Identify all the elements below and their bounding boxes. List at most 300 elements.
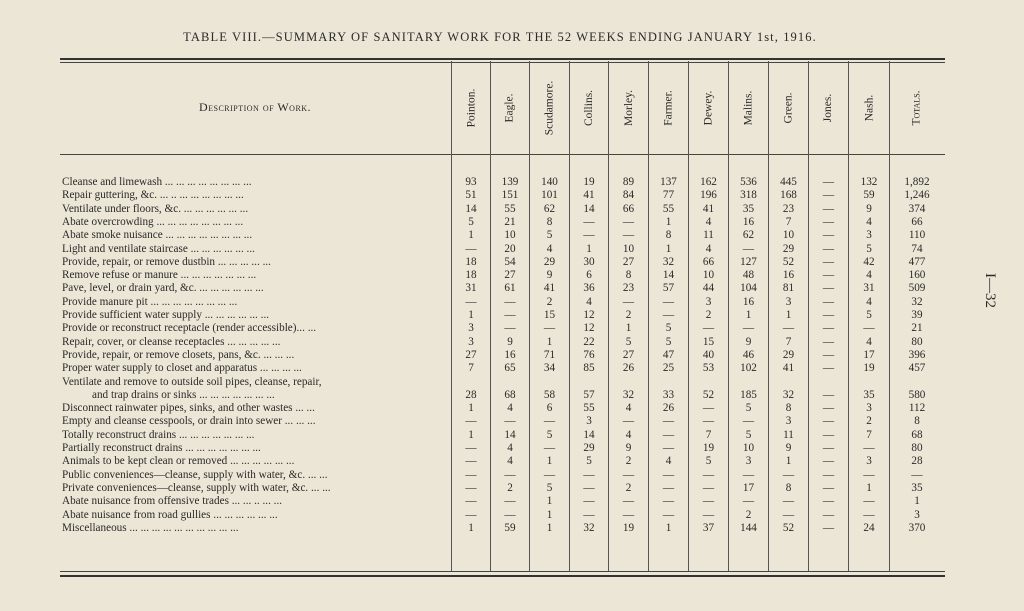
table-cell: 24 xyxy=(863,522,875,534)
table-cell: — xyxy=(662,296,675,308)
table-cell: 27 xyxy=(504,269,516,281)
table-title: TABLE VIII.—SUMMARY OF SANITARY WORK FOR THE 52 WEEKS ENDING JANUARY 1st, 1916. xyxy=(183,30,817,44)
table-cell: — xyxy=(822,415,835,427)
table-row xyxy=(62,402,942,415)
row-description: Remove refuse or manure ... ... ... ... ... ... ... xyxy=(62,269,257,281)
table-cell: 55 xyxy=(583,402,595,414)
table-cell: 374 xyxy=(908,203,926,215)
table-cell: 5 xyxy=(866,309,872,321)
table-cell: — xyxy=(822,176,835,188)
column-header xyxy=(769,64,808,152)
table-cell: 81 xyxy=(782,282,795,294)
table-cell: 18 xyxy=(465,256,477,268)
table-cell: 59 xyxy=(504,522,516,534)
table-cell: — xyxy=(822,522,835,534)
top-rule xyxy=(60,58,945,63)
table-cell: — xyxy=(465,442,477,454)
table-cell: 66 xyxy=(702,256,715,268)
table-cell: 53 xyxy=(702,362,715,374)
table-cell: 1 xyxy=(625,322,632,334)
column-header xyxy=(570,64,608,152)
table-cell: — xyxy=(504,296,516,308)
table-cell: 26 xyxy=(662,402,675,414)
table-cell: — xyxy=(465,495,477,507)
table-cell: 4 xyxy=(507,442,513,454)
table-cell: 102 xyxy=(740,362,757,374)
table-cell: — xyxy=(583,509,595,521)
table-cell: 7 xyxy=(866,429,872,441)
table-cell: 66 xyxy=(911,216,923,228)
table-cell: 2 xyxy=(866,415,872,427)
table-cell: 1 xyxy=(546,509,553,521)
row-description: Provide, repair, or remove dustbin ... ... ... ... ... xyxy=(62,256,271,268)
table-cell: — xyxy=(622,296,635,308)
table-cell: 32 xyxy=(911,296,923,308)
table-cell: 3 xyxy=(785,415,792,427)
table-cell: 6 xyxy=(586,269,592,281)
table-cell: 2 xyxy=(745,509,752,521)
table-cell: 16 xyxy=(504,349,516,361)
table-cell: 19 xyxy=(863,362,875,374)
row-description: Ventilate under floors, &c. ... ... ... ... ... ... xyxy=(62,203,249,215)
table-cell: 2 xyxy=(625,455,632,467)
table-cell: — xyxy=(702,469,715,481)
table-cell: 32 xyxy=(782,389,795,401)
table-cell: 127 xyxy=(740,256,757,268)
column-header xyxy=(491,64,529,152)
table-cell: — xyxy=(742,469,755,481)
table-cell: 9 xyxy=(866,203,872,215)
table-cell: 101 xyxy=(541,189,558,201)
row-description: Provide, repair, or remove closets, pans, &c. ... ... ... xyxy=(62,349,295,361)
table-cell: — xyxy=(742,415,755,427)
table-cell: — xyxy=(504,469,516,481)
table-cell: 22 xyxy=(583,336,595,348)
table-cell: 7 xyxy=(785,336,792,348)
column-header xyxy=(649,64,688,152)
table-cell: 1,892 xyxy=(904,176,930,188)
column-header xyxy=(609,64,648,152)
table-cell: 31 xyxy=(465,282,477,294)
table-cell: 10 xyxy=(504,229,516,241)
table-cell: 3 xyxy=(866,455,872,467)
column-header xyxy=(849,64,889,152)
table-cell: 16 xyxy=(782,269,795,281)
table-cell: 31 xyxy=(863,282,875,294)
table-cell: 80 xyxy=(911,442,923,454)
table-cell: — xyxy=(662,469,675,481)
table-cell: 2 xyxy=(546,296,553,308)
table-cell: 19 xyxy=(583,176,595,188)
table-cell: 20 xyxy=(504,243,516,255)
table-cell: 41 xyxy=(782,362,795,374)
table-row xyxy=(62,415,942,428)
table-row xyxy=(62,429,942,442)
table-row xyxy=(62,216,942,229)
table-row xyxy=(62,309,942,322)
table-cell: 132 xyxy=(860,176,878,188)
table-cell: — xyxy=(822,362,835,374)
table-cell: 12 xyxy=(583,309,595,321)
table-cell: 12 xyxy=(583,322,595,334)
table-cell: 71 xyxy=(543,349,556,361)
table-row xyxy=(62,176,942,189)
table-cell: — xyxy=(583,469,595,481)
table-cell: 2 xyxy=(625,309,632,321)
table-cell: 89 xyxy=(622,176,635,188)
table-cell: 30 xyxy=(583,256,595,268)
table-cell: — xyxy=(465,482,477,494)
table-cell: — xyxy=(822,389,835,401)
table-cell: 1 xyxy=(745,309,752,321)
row-description: Public conveniences—cleanse, supply with water, &c. ... ... xyxy=(62,469,328,481)
table-cell: 8 xyxy=(546,216,553,228)
table-cell: 445 xyxy=(780,176,797,188)
table-cell: 27 xyxy=(622,256,635,268)
table-cell: 318 xyxy=(740,189,757,201)
table-cell: 104 xyxy=(740,282,757,294)
table-cell: 9 xyxy=(546,269,553,281)
table-cell: 2 xyxy=(625,482,632,494)
table-cell: 84 xyxy=(622,189,635,201)
table-cell: — xyxy=(583,495,595,507)
table-cell: 57 xyxy=(662,282,675,294)
table-cell: 4 xyxy=(586,296,592,308)
table-cell: — xyxy=(822,429,835,441)
table-cell: 15 xyxy=(543,309,556,321)
table-cell: 42 xyxy=(863,256,875,268)
table-cell: — xyxy=(822,282,835,294)
table-cell: — xyxy=(702,322,715,334)
row-description: Abate smoke nuisance ... ... ... ... ... ... ... ... xyxy=(62,229,253,241)
table-cell: 14 xyxy=(465,203,477,215)
table-cell: — xyxy=(863,495,875,507)
table-cell: — xyxy=(822,336,835,348)
table-cell: 6 xyxy=(546,402,553,414)
table-cell: 5 xyxy=(546,229,553,241)
table-cell: 10 xyxy=(702,269,715,281)
table-cell: 93 xyxy=(465,176,477,188)
table-cell: 35 xyxy=(863,389,875,401)
table-cell: — xyxy=(622,216,635,228)
table-row xyxy=(62,296,942,309)
table-cell: 68 xyxy=(911,429,923,441)
table-cell: — xyxy=(465,509,477,521)
table-cell: 1,246 xyxy=(904,189,930,201)
table-cell: — xyxy=(822,296,835,308)
table-cell: — xyxy=(782,322,795,334)
table-cell: — xyxy=(465,243,477,255)
column-header xyxy=(729,64,768,152)
table-cell: — xyxy=(702,509,715,521)
table-row xyxy=(62,229,942,242)
table-cell: — xyxy=(622,509,635,521)
table-cell: — xyxy=(822,455,835,467)
table-cell: 10 xyxy=(742,442,755,454)
table-cell: — xyxy=(822,269,835,281)
table-cell: 76 xyxy=(583,349,595,361)
table-cell: 57 xyxy=(583,389,595,401)
table-cell: 5 xyxy=(866,243,872,255)
table-cell: — xyxy=(504,322,516,334)
table-cell: 37 xyxy=(702,522,715,534)
table-cell: — xyxy=(465,296,477,308)
table-cell: 396 xyxy=(908,349,926,361)
row-description: Provide manure pit ... ... ... ... ... ... ... ... xyxy=(62,296,238,308)
column-header-label: Farmer. xyxy=(662,90,675,126)
column-header-label: Malins. xyxy=(742,90,755,126)
table-cell: 54 xyxy=(504,256,516,268)
row-description: Animals to be kept clean or removed ... ... ... ... ... ... xyxy=(62,455,295,467)
table-cell: 27 xyxy=(465,349,477,361)
table-row xyxy=(62,376,942,389)
table-cell: — xyxy=(622,469,635,481)
table-cell: 68 xyxy=(504,389,516,401)
table-cell: 10 xyxy=(782,229,795,241)
table-cell: 61 xyxy=(504,282,516,294)
table-cell: 137 xyxy=(660,176,677,188)
table-cell: 2 xyxy=(507,482,513,494)
table-cell: 4 xyxy=(546,243,553,255)
row-description: Ventilate and remove to outside soil pipes, cleanse, repair, xyxy=(62,376,322,388)
column-header xyxy=(809,64,848,152)
table-cell: 25 xyxy=(662,362,675,374)
table-cell: 48 xyxy=(742,269,755,281)
table-cell: 32 xyxy=(583,522,595,534)
table-cell: — xyxy=(822,509,835,521)
table-cell: 3 xyxy=(468,322,474,334)
table-cell: 18 xyxy=(465,269,477,281)
table-row xyxy=(62,243,942,256)
table-cell: 39 xyxy=(911,309,923,321)
table-cell: — xyxy=(583,229,595,241)
table-row xyxy=(62,362,942,375)
table-cell: 1 xyxy=(546,495,553,507)
row-description: Totally reconstruct drains ... ... ... ... ... ... ... xyxy=(62,429,255,441)
description-header: Description of Work. xyxy=(198,100,312,114)
bottom-rule xyxy=(60,571,945,577)
header-rule xyxy=(60,154,945,155)
row-description: Abate overcrowding ... ... ... ... ... ... ... ... xyxy=(62,216,244,228)
row-description: and trap drains or sinks ... ... ... ... ... ... ... xyxy=(92,389,275,401)
table-cell: 5 xyxy=(665,336,672,348)
table-cell: — xyxy=(742,495,755,507)
table-cell: — xyxy=(822,189,835,201)
row-description: Repair, cover, or cleanse receptacles ... ... ... ... ... xyxy=(62,336,281,348)
table-cell: — xyxy=(822,322,835,334)
table-cell: — xyxy=(662,415,675,427)
table-row xyxy=(62,482,942,495)
table-cell: 5 xyxy=(586,455,592,467)
table-cell: — xyxy=(782,469,795,481)
table-cell: — xyxy=(465,455,477,467)
table-cell: 7 xyxy=(785,216,792,228)
row-description: Pave, level, or drain yard, &c. ... ... ... ... ... ... xyxy=(62,282,264,294)
table-cell: 8 xyxy=(914,415,920,427)
table-cell: 4 xyxy=(625,429,632,441)
table-cell: 36 xyxy=(583,282,595,294)
table-cell: 3 xyxy=(866,402,872,414)
table-cell: 1 xyxy=(866,482,872,494)
table-cell: — xyxy=(822,216,835,228)
table-cell: 19 xyxy=(622,522,635,534)
table-cell: 2 xyxy=(705,309,712,321)
table-cell: — xyxy=(662,309,675,321)
table-cell: 3 xyxy=(866,229,872,241)
table-cell: 477 xyxy=(908,256,926,268)
table-cell: 1 xyxy=(546,522,553,534)
table-cell: 151 xyxy=(501,189,519,201)
table-cell: 4 xyxy=(665,455,672,467)
table-cell: — xyxy=(543,469,556,481)
table-row xyxy=(62,189,942,202)
table-cell: 5 xyxy=(705,455,712,467)
table-cell: 14 xyxy=(583,203,595,215)
table-cell: 23 xyxy=(782,203,795,215)
table-cell: — xyxy=(662,442,675,454)
table-cell: 55 xyxy=(504,203,516,215)
table-cell: 28 xyxy=(465,389,477,401)
table-cell: 4 xyxy=(705,243,712,255)
table-cell: 41 xyxy=(702,203,715,215)
table-cell: 1 xyxy=(546,455,553,467)
table-cell: 32 xyxy=(662,256,675,268)
table-cell: 5 xyxy=(745,402,752,414)
table-row xyxy=(62,282,942,295)
table-cell: 52 xyxy=(702,389,715,401)
table-cell: 14 xyxy=(583,429,595,441)
table-cell: — xyxy=(822,309,835,321)
table-cell: 62 xyxy=(742,229,755,241)
table-cell: 8 xyxy=(785,482,792,494)
row-description: Cleanse and limewash ... ... ... ... ... ... ... ... xyxy=(62,176,252,188)
table-cell: 536 xyxy=(740,176,757,188)
table-cell: 29 xyxy=(543,256,556,268)
table-cell: 51 xyxy=(465,189,477,201)
table-cell: — xyxy=(863,469,875,481)
table-cell: — xyxy=(622,415,635,427)
table-cell: 3 xyxy=(745,455,752,467)
table-row xyxy=(62,203,942,216)
table-cell: 85 xyxy=(583,362,595,374)
table-cell: — xyxy=(822,229,835,241)
table-cell: 4 xyxy=(866,269,872,281)
table-cell: 4 xyxy=(625,402,632,414)
column-header-label: Morley. xyxy=(622,90,635,126)
table-cell: — xyxy=(465,415,477,427)
column-header xyxy=(689,64,728,152)
row-description: Miscellaneous ... ... ... ... ... ... ... ... ... ... xyxy=(62,522,239,534)
column-header xyxy=(890,64,944,152)
table-cell: 19 xyxy=(702,442,715,454)
table-cell: 1 xyxy=(468,402,474,414)
table-cell: 1 xyxy=(665,522,672,534)
table-cell: 47 xyxy=(662,349,675,361)
table-cell: 168 xyxy=(780,189,797,201)
table-cell: — xyxy=(822,256,835,268)
table-cell: 5 xyxy=(665,322,672,334)
table-cell: 5 xyxy=(546,429,553,441)
table-cell: 21 xyxy=(504,216,516,228)
table-cell: — xyxy=(622,495,635,507)
table-cell: 4 xyxy=(507,455,513,467)
table-cell: 74 xyxy=(911,243,923,255)
table-cell: 40 xyxy=(702,349,715,361)
table-cell: 7 xyxy=(705,429,712,441)
table-cell: 1 xyxy=(785,455,792,467)
table-cell: 4 xyxy=(507,402,513,414)
table-cell: 8 xyxy=(665,229,672,241)
page-side-label: I—32 xyxy=(982,273,998,308)
table-cell: 162 xyxy=(700,176,717,188)
table-cell: 4 xyxy=(866,336,872,348)
table-cell: 3 xyxy=(586,415,592,427)
table-cell: — xyxy=(465,469,477,481)
table-cell: 55 xyxy=(662,203,675,215)
table-cell: — xyxy=(662,495,675,507)
table-cell: — xyxy=(742,243,755,255)
row-description: Provide or reconstruct receptacle (render accessible)... ... xyxy=(62,322,317,334)
table-cell: 139 xyxy=(501,176,519,188)
table-cell: — xyxy=(742,322,755,334)
table-cell: — xyxy=(504,415,516,427)
column-header-label: Jones. xyxy=(822,93,835,123)
table-cell: 66 xyxy=(622,203,635,215)
table-cell: — xyxy=(822,203,835,215)
column-header-label: Eagle. xyxy=(504,93,516,123)
table-row xyxy=(62,349,942,362)
column-header-label: Nash. xyxy=(862,94,875,122)
table-cell: 5 xyxy=(468,216,474,228)
table-cell: — xyxy=(662,509,675,521)
table-cell: 11 xyxy=(783,429,794,441)
row-description: Abate nuisance from offensive trades ... ... .. ... ... xyxy=(62,495,283,507)
table-cell: — xyxy=(504,309,516,321)
table-cell: — xyxy=(543,415,556,427)
table-cell: 4 xyxy=(866,216,872,228)
table-cell: 9 xyxy=(625,442,632,454)
table-cell: 21 xyxy=(911,322,923,334)
table-row xyxy=(62,389,942,402)
table-cell: 35 xyxy=(742,203,755,215)
table-row xyxy=(62,522,942,535)
table-cell: — xyxy=(702,415,715,427)
table-row xyxy=(62,469,942,482)
column-header-label: Dewey. xyxy=(702,90,715,126)
row-description: Private conveniences—cleanse, supply with water, &c. ... ... xyxy=(62,482,331,494)
column-header-label: Totals. xyxy=(910,90,923,126)
table-cell: 52 xyxy=(782,256,795,268)
row-description: Repair guttering, &c. ... .. ... ... ... ... ... ... xyxy=(62,189,244,201)
table-cell: 8 xyxy=(625,269,632,281)
table-cell: — xyxy=(782,495,795,507)
table-cell: 9 xyxy=(745,336,752,348)
table-row xyxy=(62,269,942,282)
table-cell: — xyxy=(822,349,835,361)
table-cell: 62 xyxy=(543,203,556,215)
column-header-label: Pointon. xyxy=(465,88,478,128)
table-row xyxy=(62,442,942,455)
table-cell: — xyxy=(504,495,516,507)
row-description: Disconnect rainwater pipes, sinks, and other wastes ... ... xyxy=(62,402,315,414)
table-cell: — xyxy=(863,442,875,454)
table-cell: 77 xyxy=(662,189,675,201)
row-description: Partially reconstruct drains ... ... ... ... ... ... ... xyxy=(62,442,261,454)
table-cell: — xyxy=(863,322,875,334)
table-row xyxy=(62,455,942,468)
table-cell: — xyxy=(822,469,835,481)
table-cell: 580 xyxy=(908,389,926,401)
